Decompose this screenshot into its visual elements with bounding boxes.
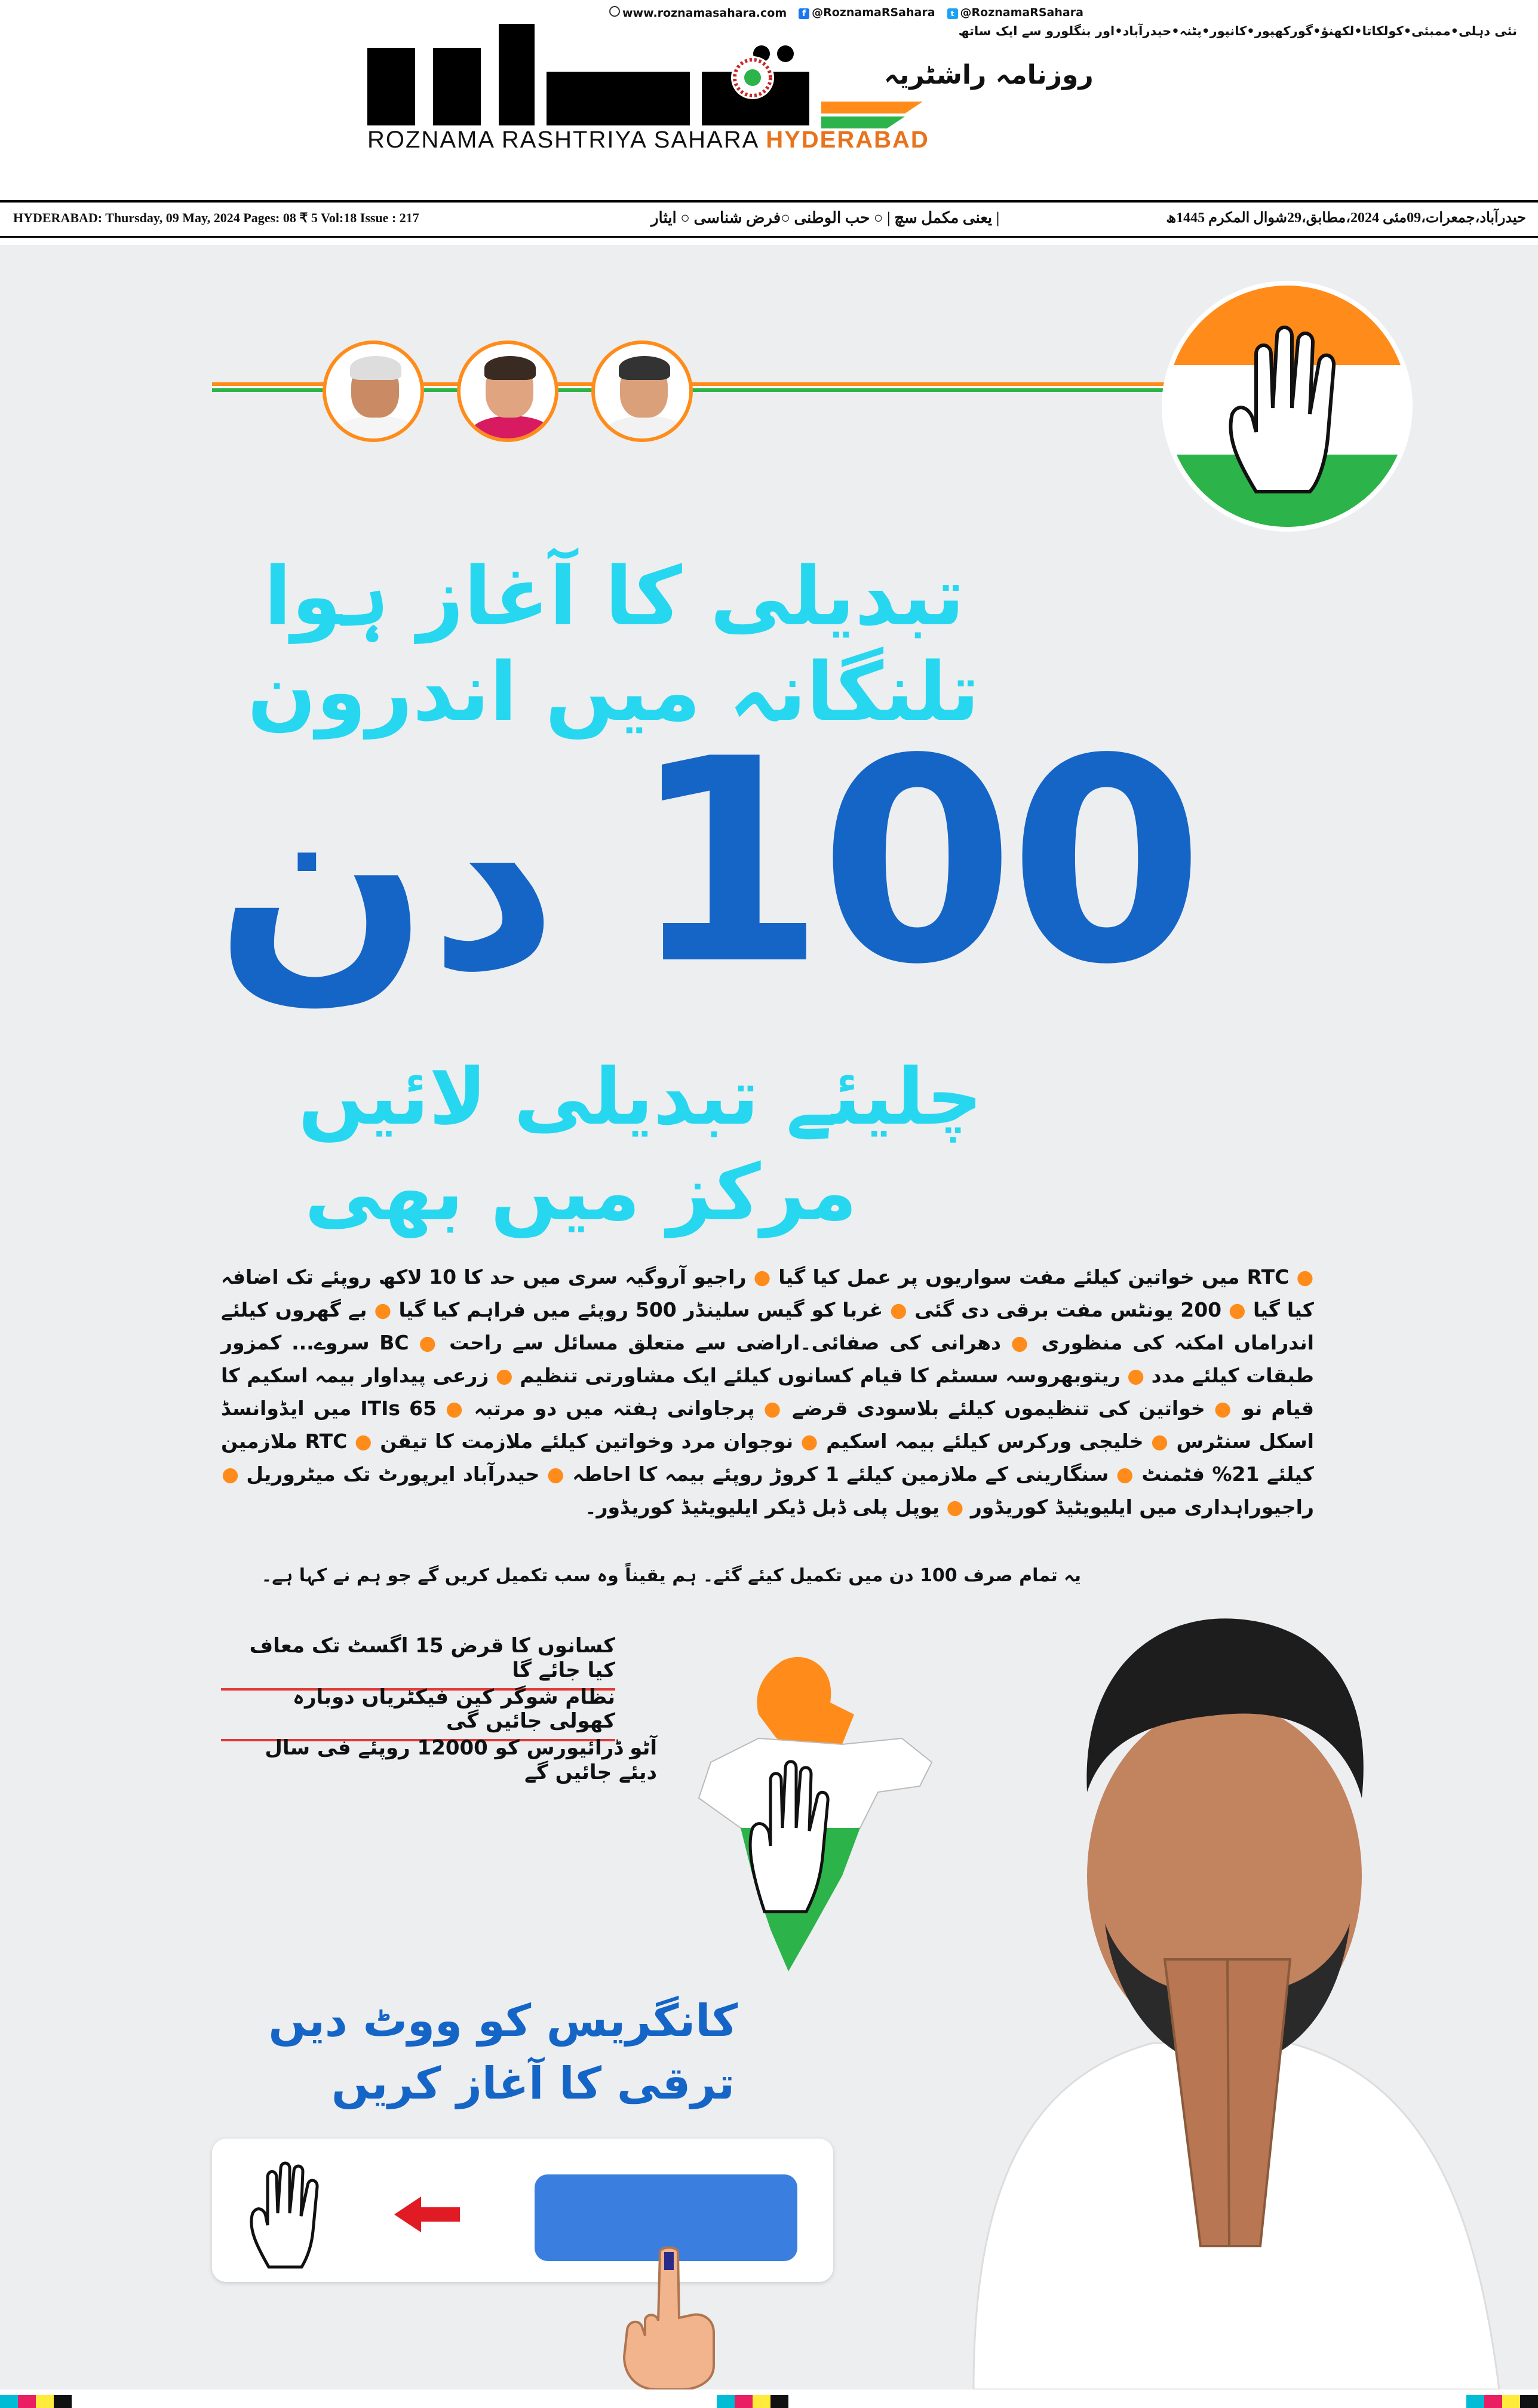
achievement-item: BC سروے... کمزور طبقات کیلئے مدد: [221, 1331, 1314, 1387]
hand-symbol-icon: [242, 2157, 343, 2270]
website-text: www.roznamasahara.com: [622, 6, 787, 20]
dateline-english: HYDERABAD: Thursday, 09 May, 2024 Pages: 08 ₹ 5 Vol:18 Issue : 217: [13, 210, 419, 225]
logo-tagline: روزنامہ راشٹریہ: [884, 60, 1094, 90]
headline-line-2: تلنگانہ میں اندرون: [247, 645, 980, 739]
bullet-dot: ●: [754, 1397, 783, 1420]
achievement-item: دھرانی کی صفائی۔اراضی سے متعلق مسائل سے راحت: [439, 1331, 1001, 1354]
logo-sub-city: HYDERABAD: [766, 127, 929, 153]
achievement-item: حیدرآباد ایرپورٹ تک میٹروریل: [238, 1462, 540, 1486]
india-map-graphic: [663, 1649, 938, 1983]
dateline-rule-top: [0, 200, 1538, 203]
vote-call-line-1: کانگریس کو ووٹ دیں: [268, 1995, 738, 2047]
subhead-line-2: مرکز میں بھی: [304, 1147, 857, 1238]
headline-line-1: تبدیلی کا آغاز ہوا: [263, 550, 965, 643]
bullet-dot: ●: [1205, 1397, 1234, 1420]
dateline-urdu: حیدرآباد،جمعرات،09مئی 2024،مطابق،29شوال المکرم 1445ھ: [1166, 210, 1526, 226]
bullet-dot: ●: [1000, 1331, 1032, 1354]
achievement-list: [221, 1260, 1314, 1523]
achievement-item: سنگارینی کے ملازمین کیلئے 1 کروڑ روپئے بیمہ کا احاطہ: [564, 1462, 1109, 1486]
edition-cities: نئی دہلی•ممبئی•کولکاتا•لکھنؤ•گورکھپور•کانپور•پٹنہ•حیدرآباد•اور بنگلورو سے ایک ساتھ: [958, 24, 1517, 38]
bullet-dot: ●: [437, 1397, 465, 1420]
dateline-rule-bottom: [0, 236, 1538, 238]
chief-minister-photo: [902, 1541, 1538, 2389]
bullet-dot: ●: [793, 1430, 819, 1453]
achievement-item: راجیو آروگیہ سری میں حد کا 10 لاکھ روپئے تک اضافہ کیا گیا: [221, 1265, 1314, 1321]
achievement-item: ریتوبھروسہ سسٹم کا قیام کسانوں کیلئے ایک مشاورتی تنظیم: [512, 1364, 1121, 1387]
achievement-item: 200 یونٹس مفت برقی دی گئی: [907, 1298, 1222, 1321]
bullet-dot: ●: [940, 1495, 964, 1519]
bullet-dot: ●: [1289, 1265, 1314, 1289]
achievement-item: خلیجی ورکرس کیلئے بیمہ اسکیم: [818, 1430, 1144, 1453]
bullet-dot: ●: [1120, 1364, 1145, 1387]
achievement-item: پرجاوانی ہفتہ میں دو مرتبہ: [465, 1397, 755, 1420]
closing-statement: یہ تمام صرف 100 دن میں تکمیل کیئے گئے۔ ہم یقیناً وہ سب تکمیل کریں گے جو ہم نے کہا ہے۔: [261, 1565, 1081, 1586]
voting-finger-icon: [609, 2246, 729, 2389]
hand-icon: [1220, 318, 1358, 498]
bullet-dot: ●: [221, 1462, 239, 1486]
logo-subtitle: [367, 127, 929, 154]
vote-call-line-2: ترقی کا آغاز کریں: [331, 2058, 735, 2109]
arrow-left-icon: [394, 2197, 460, 2232]
big-word-days: دن: [215, 735, 558, 1027]
twitter-icon: t: [947, 8, 958, 19]
print-registration-marks: [0, 2392, 1538, 2408]
bullet-dot: ●: [746, 1265, 772, 1289]
leader-portrait-2: [457, 341, 558, 442]
promise-item-3: آٹو ڈرائیورس کو 12000 روپئے فی سال دیئے جائیں گے: [265, 1736, 657, 1784]
subhead-line-1: چلیئے تبدیلی لائیں: [298, 1051, 983, 1142]
bullet-dot: ●: [367, 1298, 392, 1321]
big-number: 100: [630, 699, 1199, 1026]
leader-portrait-3: [591, 341, 693, 442]
achievement-item: RTC میں خواتین کیلئے مفت سواریوں پر عمل کیا گیا: [771, 1265, 1290, 1289]
facebook-handle: @RoznamaRSahara: [812, 6, 935, 19]
leader-portrait-1: [323, 341, 424, 442]
achievement-item: نوجوان مرد وخواتین کیلئے ملازمت کا تیقن: [372, 1430, 794, 1453]
achievement-item: بے گھروں کیلئے اندراماں امکنہ کی منظوری: [221, 1298, 1314, 1354]
logo-sub-name: ROZNAMA RASHTRIYA SAHARA: [367, 127, 759, 153]
twitter-handle: @RoznamaRSahara: [960, 6, 1083, 19]
bullet-dot: ●: [1221, 1298, 1247, 1321]
achievement-item: یوپل پلی ڈبل ڈیکر ایلیویٹیڈ کوریڈور۔: [585, 1495, 940, 1519]
dateline: [0, 203, 1538, 236]
bullet-dot: ●: [539, 1462, 565, 1486]
facebook-icon: f: [799, 8, 809, 19]
achievement-item: RTC ملازمین کیلئے 21% فٹمنٹ: [221, 1430, 1314, 1486]
achievement-item: غربا کو گیس سلینڈر 500 روپئے میں فراہم کیا گیا: [391, 1298, 883, 1321]
bullet-dot: ●: [883, 1298, 908, 1321]
bullet-dot: ●: [1143, 1430, 1169, 1453]
bullet-dot: ●: [347, 1430, 373, 1453]
achievement-item: 65 ITIs میں ایڈوانسڈ اسکل سنٹرس: [221, 1397, 1314, 1453]
dateline-motto: | یعنی مکمل سچ | ○ حب الوطنی ○فرض شناسی ○ ایثار: [651, 209, 1000, 226]
bullet-dot: ●: [409, 1331, 440, 1354]
twitter-link[interactable]: [947, 6, 1083, 19]
achievement-item: خواتین کی تنظیموں کیلئے بلاسودی قرضے: [782, 1397, 1205, 1420]
bullet-dot: ●: [1109, 1462, 1134, 1486]
party-hand-emblem: [1162, 281, 1413, 532]
achievement-item: راجیوراہداری میں ایلیویٹیڈ کوریڈور: [963, 1495, 1314, 1519]
achievement-item: زرعی پیداوار بیمہ اسکیم کا قیام نو: [221, 1364, 1314, 1420]
promise-item-2: نظام شوگر کین فیکٹریاں دوبارہ کھولی جائیں گی: [221, 1685, 615, 1741]
bullet-dot: ●: [489, 1364, 513, 1387]
promise-item-1: کسانوں کا قرض 15 اگسٹ تک معاف کیا جائے گا: [221, 1634, 615, 1691]
